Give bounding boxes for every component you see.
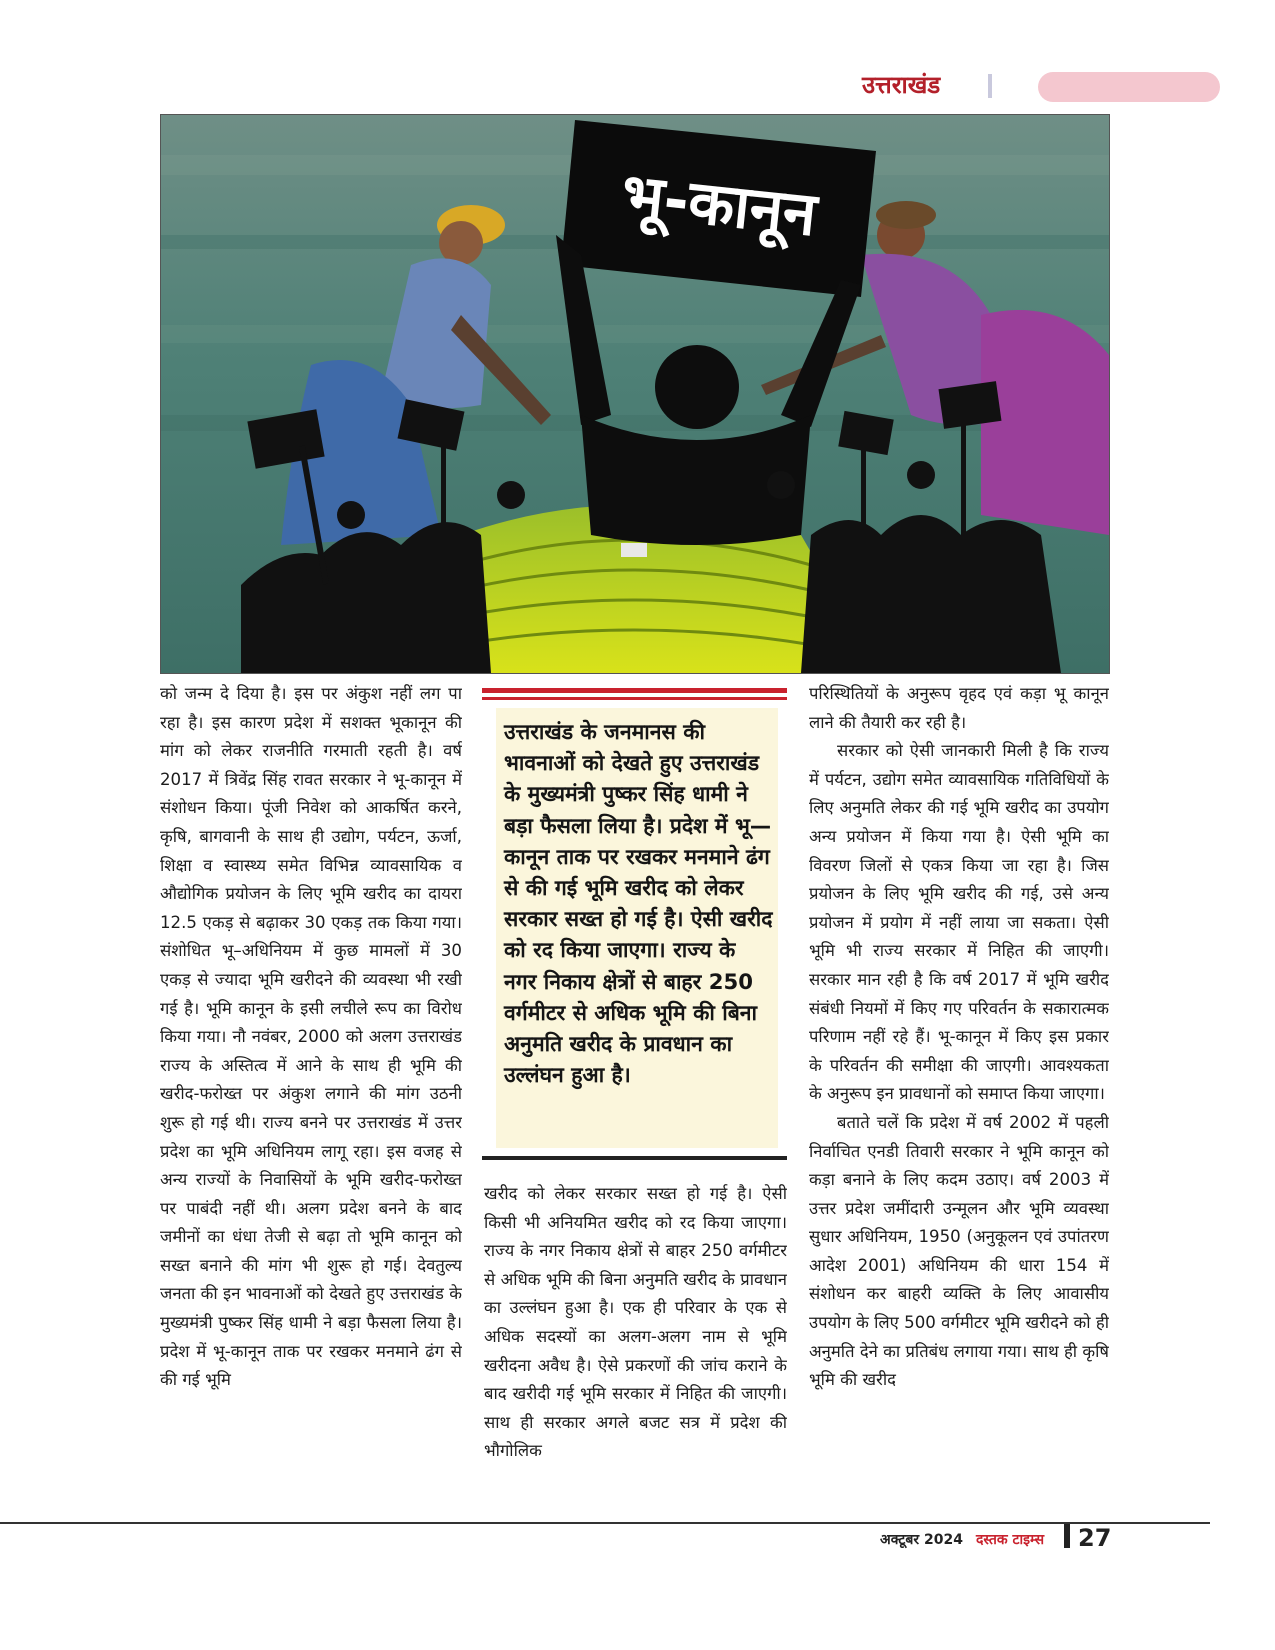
header-divider: [988, 74, 992, 98]
hero-illustration: [161, 115, 1109, 673]
footer-rule: [0, 1522, 1210, 1524]
footer-date: अक्टूबर 2024: [880, 1532, 963, 1548]
page-number: 27: [1078, 1524, 1112, 1552]
footer-brand-logo: दस्तक टाइम्स: [976, 1532, 1045, 1548]
section-label: उत्तराखंड: [862, 71, 941, 99]
footer-divider: [1064, 1524, 1070, 1548]
pull-quote: [482, 688, 787, 1166]
pull-quote-rule-top-thin: [482, 697, 787, 700]
pull-quote-rule-bottom: [482, 1156, 787, 1160]
article-column-middle: [484, 1180, 787, 1500]
pull-quote-rule-top: [482, 688, 787, 693]
header-pill: [1038, 72, 1220, 102]
article-column-left: [160, 680, 462, 1496]
pull-quote-text: उत्तराखंड के जनमानस की भावनाओं को देखते हुए उत्तराखंड के मुख्यमंत्री पुष्कर सिंह धामी ने बड़ा फैसला लिया है। प्रदेश में भू—कानून ताक पर रखकर मनमाने ढंग से की गई भूमि खरीद को लेकर सरकार सख्त हो गई है। ऐसी खरीद को रद किया जाएगा। राज्य के नगर निकाय क्षेत्रों से बाहर 250 वर्गमीटर से अधिक भूमि की बिना अनुमति खरीद के प्रावधान का उल्लंघन हुआ है।: [504, 719, 773, 1088]
article-paragraph: परिस्थितियों के अनुरूप वृहद एवं कड़ा भू कानून लाने की तैयारी कर रही है।: [809, 684, 1109, 732]
article-column-right: [809, 680, 1109, 1510]
article-paragraph: खरीद को लेकर सरकार सख्त हो गई है। ऐसी किसी भी अनियमित खरीद को रद किया जाएगा। राज्य के नगर निकाय क्षेत्रों से बाहर 250 वर्गमीटर से अधिक भूमि की बिना अनुमति खरीद के प्रावधान का उल्लंघन हुआ है। एक ही परिवार के एक से अधिक सदस्यों का अलग-अलग नाम से भूमि खरीदना अवैध है। ऐसे प्रकरणों की जांच कराने के बाद खरीदी गई भूमि सरकार में निहित की जाएगी। साथ ही सरकार अगले बजट सत्र में प्रदेश की भौगोलिक: [484, 1184, 787, 1461]
hero-image: [160, 114, 1110, 674]
placard-text: भू-कानून: [618, 160, 820, 251]
article-paragraph: को जन्म दे दिया है। इस पर अंकुश नहीं लग पा रहा है। इस कारण प्रदेश में सशक्त भूकानून की मांग को लेकर राजनीति गरमाती रहती है। वर्ष 2017 में त्रिवेंद्र सिंह रावत सरकार ने भू-कानून में संशोधन किया। पूंजी निवेश को आकर्षित करने, कृषि, बागवानी के साथ ही उद्योग, पर्यटन, ऊर्जा, शिक्षा व स्वास्थ्य समेत विभिन्न व्यावसायिक व औद्योगिक प्रयोजन के लिए भूमि खरीद का दायरा 12.5 एकड़ से बढ़ाकर 30 एकड़ तक किया गया। संशोधित भू–अधिनियम में कुछ मामलों में 30 एकड़ से ज्यादा भूमि खरीदने की व्यवस्था भी रखी गई है। भूमि कानून के इसी लचीले रूप का विरोध किया गया। नौ नवंबर, 2000 को अलग उत्तराखंड राज्य के अस्तित्व में आने के साथ ही भूमि की खरीद-फरोख्त पर अंकुश लगाने की मांग उठनी शुरू हो गई थी। राज्य बनने पर उत्तराखंड में उत्तर प्रदेश का भूमि अधिनियम लागू रहा। इस वजह से अन्य राज्यों के निवासियों के भूमि खरीद-फरोख्त पर पाबंदी नहीं थी। अलग प्रदेश बनने के बाद जमीनों का धंधा तेजी से बढ़ा तो भूमि कानून को सख्त बनाने की मांग भी शुरू हो गई। देवतुल्य जनता की इन भावनाओं को देखते हुए उत्तराखंड के मुख्यमंत्री पुष्कर सिंह धामी ने बड़ा फैसला लिया है। प्रदेश में भू-कानून ताक पर रखकर मनमाने ढंग से की गई भूमि: [160, 684, 462, 1390]
article-paragraph: बताते चलें कि प्रदेश में वर्ष 2002 में पहली निर्वाचित एनडी तिवारी सरकार ने भूमि कानून को कड़ा बनाने के लिए कदम उठाए। वर्ष 2003 में उत्तर प्रदेश जमींदारी उन्मूलन और भूमि व्यवस्था सुधार अधिनियम, 1950 (अनुकूलन एवं उपांतरण आदेश 2001) अधिनियम की धारा 154 में संशोधन कर बाहरी व्यक्ति के लिए आवासीय उपयोग के लिए 500 वर्गमीटर भूमि खरीदने को ही अनुमति देने का प्रतिबंध लगाया गया। साथ ही कृषि भूमि की खरीद: [809, 1112, 1109, 1390]
article-paragraph: सरकार को ऐसी जानकारी मिली है कि राज्य में पर्यटन, उद्योग समेत व्यावसायिक गतिविधियों के लिए अनुमति लेकर की गई भूमि खरीद का उपयोग अन्य प्रयोजन में किया गया है। ऐसी भूमि का विवरण जिलों से एकत्र किया जा रहा है। जिस प्रयोजन के लिए भूमि खरीद की गई, उसे अन्य प्रयोजन में प्रयोग में नहीं लाया जा सकता। ऐसी भूमि भी राज्य सरकार में निहित की जाएगी। सरकार मान रही है कि वर्ष 2017 में भूमि खरीद संबंधी नियमों में किए गए परिवर्तन के सकारात्मक परिणाम नहीं रहे हैं। भू-कानून में किए इस प्रकार के परिवर्तन की समीक्षा की जाएगी। आवश्यकता के अनुरूप इन प्रावधानों को समाप्त किया जाएगा।: [809, 741, 1109, 1104]
